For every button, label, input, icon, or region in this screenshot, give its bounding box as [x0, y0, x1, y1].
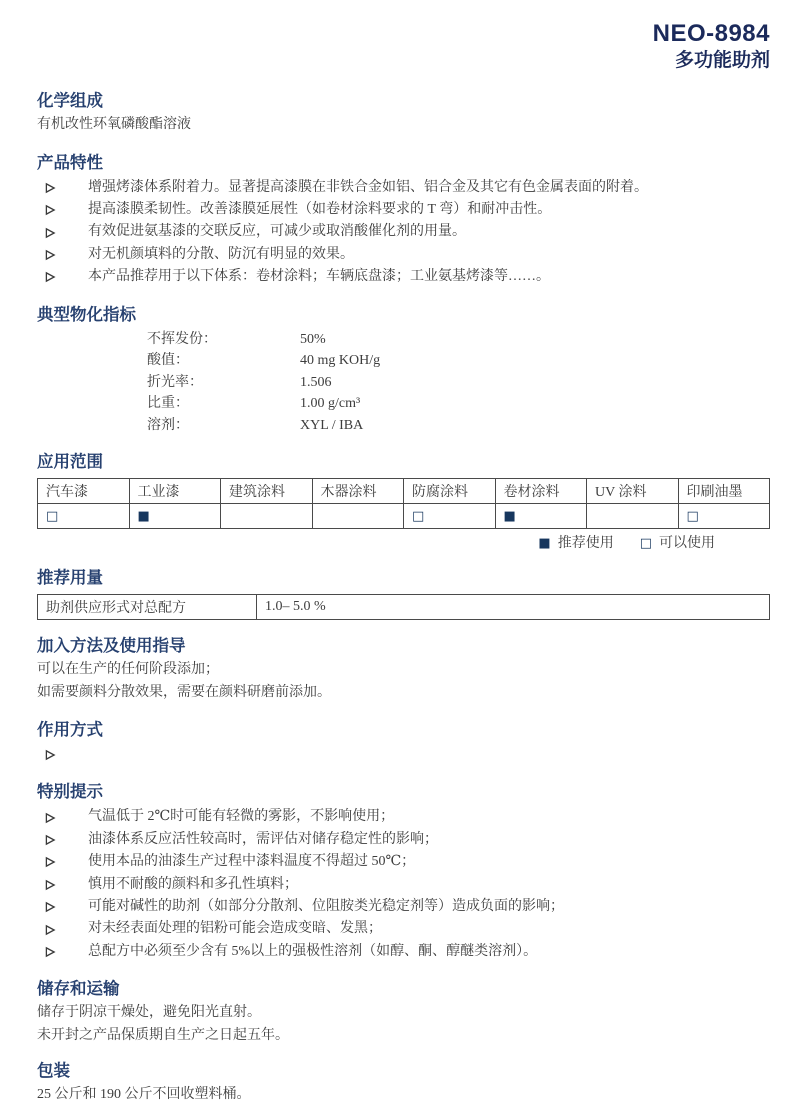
- arrow-bullet-icon: [45, 851, 57, 873]
- application-mark-cell: □: [38, 504, 130, 529]
- property-label: 溶剂：: [147, 417, 189, 433]
- arrow-bullet-icon: [45, 829, 57, 851]
- list-item: [37, 177, 770, 199]
- section-title-dosage: 推荐用量: [37, 568, 103, 588]
- list-item: [37, 266, 770, 288]
- list-item: [37, 851, 770, 873]
- hollow-square-icon: □: [639, 536, 652, 552]
- properties-table: [37, 329, 770, 437]
- feature-text: 有效促进氨基漆的交联反应，可减少或取消酸催化剂的用量。: [88, 224, 466, 240]
- usage-body: [37, 659, 770, 704]
- applications-table: [37, 478, 770, 529]
- property-row: [147, 393, 770, 415]
- product-code: NEO-8984: [652, 20, 770, 47]
- section-application-range: [37, 452, 770, 554]
- note-text: 可能对碱性的助剂（如部分分散剂、位阻胺类光稳定剂等）造成负面的影响；: [88, 899, 564, 915]
- note-text: 气温低于 2℃时可能有轻微的雾影，不影响使用；: [88, 809, 395, 825]
- applications-header-cell: 汽车漆: [38, 479, 130, 504]
- arrow-bullet-icon: [45, 221, 57, 243]
- property-label: 比重：: [147, 396, 189, 412]
- list-item: [37, 918, 770, 940]
- list-item: [37, 806, 770, 828]
- applications-header-cell: UV 涂料: [587, 479, 679, 504]
- section-usage-guide: [37, 636, 770, 704]
- section-title-properties: 典型物化指标: [37, 304, 136, 324]
- doc-header: [37, 20, 770, 73]
- application-mark-cell: ■: [129, 504, 221, 529]
- list-item: [37, 874, 770, 896]
- application-mark-cell: □: [404, 504, 496, 529]
- section-typical-properties: [37, 305, 770, 437]
- packaging-body: [37, 1084, 770, 1107]
- storage-line: 储存于阴凉干燥处，避免阳光直射。: [37, 1005, 261, 1021]
- note-text: 使用本品的油漆生产过程中漆料温度不得超过 50℃；: [88, 854, 416, 870]
- section-title-applications: 应用范围: [37, 452, 103, 472]
- list-item: [37, 941, 770, 963]
- section-packaging: [37, 1061, 770, 1107]
- applications-header-cell: 印刷油墨: [678, 479, 770, 504]
- dosage-table: [37, 594, 770, 620]
- list-item: [37, 829, 770, 851]
- storage-line: 未开封之产品保质期自生产之日起五年。: [37, 1027, 289, 1043]
- property-value: 1.00 g/cm³: [300, 396, 361, 412]
- arrow-bullet-icon: [45, 177, 57, 199]
- applications-header-cell: 防腐涂料: [404, 479, 496, 504]
- application-mark-cell: ■: [495, 504, 587, 529]
- section-recommended-dosage: [37, 568, 770, 620]
- section-title-mode: 作用方式: [37, 720, 103, 740]
- notes-list: [37, 806, 770, 963]
- packaging-line: 25 公斤和 190 公斤不回收塑料桶。: [37, 1087, 251, 1103]
- applications-header-cell: 建筑涂料: [221, 479, 313, 504]
- features-list: [37, 177, 770, 289]
- arrow-bullet-icon: [45, 744, 57, 766]
- table-row: [38, 479, 770, 504]
- note-text: 油漆体系反应活性较高时，需评估对储存稳定性的影响；: [88, 831, 438, 847]
- property-value: 1.506: [300, 374, 332, 390]
- property-row: [147, 372, 770, 394]
- section-title-packaging: 包装: [37, 1061, 70, 1081]
- applications-header-cell: 卷材涂料: [495, 479, 587, 504]
- property-value: 40 mg KOH/g: [300, 353, 381, 369]
- section-title-features: 产品特性: [37, 152, 103, 172]
- note-text: 总配方中必须至少含有 5%以上的强极性溶剂（如醇、酮、醇醚类溶剂）。: [88, 943, 538, 959]
- list-item: [37, 221, 770, 243]
- property-value: XYL / IBA: [300, 417, 364, 433]
- arrow-bullet-icon: [45, 896, 57, 918]
- feature-text: 增强烤漆体系附着力。显著提高漆膜在非铁合金如铝、铝合金及其它有色金属表面的附着。: [88, 179, 648, 195]
- property-row: [147, 329, 770, 351]
- list-item: [37, 244, 770, 266]
- section-title-chemical: 化学组成: [37, 91, 103, 110]
- usage-line: 如需要颜料分散效果，需要在颜料研磨前添加。: [37, 684, 331, 700]
- property-row: [147, 350, 770, 372]
- dosage-value-cell: 1.0– 5.0 %: [257, 595, 770, 620]
- storage-body: [37, 1002, 770, 1047]
- note-text: 慎用不耐酸的颜料和多孔性填料；: [88, 876, 298, 892]
- property-value: 50%: [300, 331, 326, 347]
- applications-legend: [37, 534, 770, 554]
- application-mark-cell: [312, 504, 404, 529]
- section-title-notes: 特别提示: [37, 782, 103, 802]
- feature-text: 对无机颜填料的分散、防沉有明显的效果。: [88, 246, 354, 262]
- arrow-bullet-icon: [45, 874, 57, 896]
- legend-recommended-label: 推荐使用: [557, 536, 614, 552]
- property-label: 酸值：: [147, 353, 189, 369]
- arrow-bullet-icon: [45, 199, 57, 221]
- section-special-notes: [37, 782, 770, 963]
- filled-square-icon: ■: [538, 536, 551, 552]
- dosage-label-cell: 助剂供应形式对总配方: [38, 595, 257, 620]
- arrow-bullet-icon: [45, 266, 57, 288]
- arrow-bullet-icon: [45, 941, 57, 963]
- applications-header-cell: 工业漆: [129, 479, 221, 504]
- empty-bullet-row: [37, 744, 770, 766]
- feature-text: 提高漆膜柔韧性。改善漆膜延展性（如卷材涂料要求的 T 弯）和耐冲击性。: [88, 201, 552, 217]
- list-item: [37, 199, 770, 221]
- application-mark-cell: [221, 504, 313, 529]
- feature-text: 本产品推荐用于以下体系：卷材涂料；车辆底盘漆；工业氨基烤漆等……。: [88, 269, 550, 285]
- section-title-usage: 加入方法及使用指导: [37, 636, 186, 656]
- arrow-bullet-icon: [45, 244, 57, 266]
- application-mark-cell: [587, 504, 679, 529]
- arrow-bullet-icon: [45, 806, 57, 828]
- note-text: 对未经表面处理的铝粉可能会造成变暗、发黑；: [88, 921, 382, 937]
- product-name: 多功能助剂: [674, 50, 770, 71]
- property-label: 不挥发份：: [147, 331, 217, 347]
- section-title-storage: 储存和运输: [37, 979, 120, 999]
- arrow-bullet-icon: [45, 918, 57, 940]
- property-row: [147, 415, 770, 437]
- list-item: [37, 896, 770, 918]
- chemical-body: 有机改性环氧磷酸酯溶液: [37, 117, 191, 132]
- application-mark-cell: □: [678, 504, 770, 529]
- legend-possible-label: 可以使用: [659, 536, 715, 552]
- section-chemical-composition: [37, 91, 770, 137]
- table-row: [38, 504, 770, 529]
- property-label: 折光率：: [147, 374, 203, 390]
- section-storage-transport: [37, 979, 770, 1047]
- usage-line: 可以在生产的任何阶段添加；: [37, 662, 219, 678]
- table-row: [38, 595, 770, 620]
- applications-header-cell: 木器涂料: [312, 479, 404, 504]
- section-mode-of-action: [37, 720, 770, 766]
- section-product-features: [37, 153, 770, 289]
